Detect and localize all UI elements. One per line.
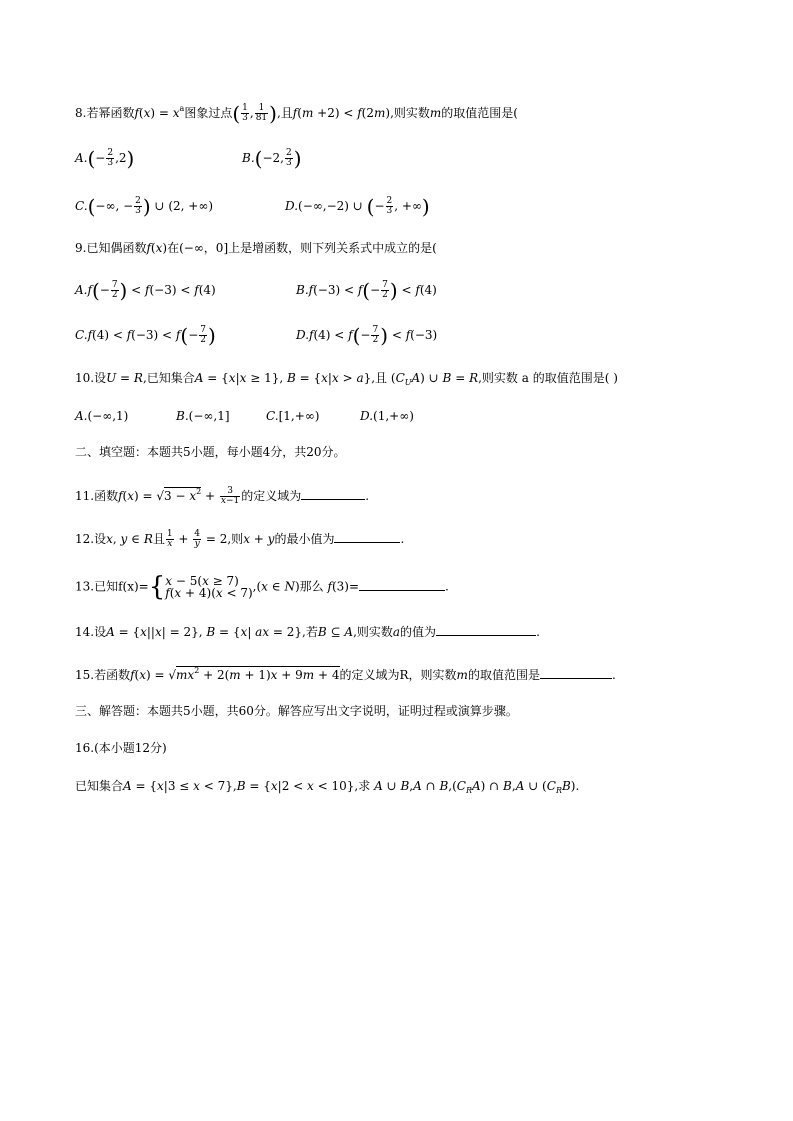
- punctuation: .: [400, 532, 405, 546]
- q12-stem-part: 且: [152, 532, 165, 546]
- q10-stem-part: 10.设: [75, 371, 107, 385]
- option-letter: D.: [285, 199, 299, 213]
- q12-stem-part: 12.设: [75, 532, 107, 546]
- q10-option-a: [75, 406, 128, 426]
- q10-option-c: [266, 406, 319, 426]
- question-16-title: 16.(本小题12分): [75, 741, 167, 755]
- option-letter: B.: [296, 283, 309, 297]
- section-2-heading: 二、填空题：本题共5小题，每小题4分，共20分。: [75, 445, 346, 459]
- option-letter: C.: [75, 199, 88, 213]
- question-8: 8.若幂函数$f(x) = x^a$图象过点( $\frac{1}{3}$ , $\frac{1}{81}$ ),且f(m +2) < f(2m),则实数m的取值范围是(: [75, 101, 518, 126]
- punctuation: .: [536, 625, 540, 639]
- q9-option-d: D.f(4) < f(− $\frac{7}{2}$ ) < f(−3): [296, 323, 438, 348]
- option-letter: D.: [360, 409, 374, 423]
- option-letter: D.: [296, 328, 310, 342]
- q10-stem-part: ,已知集合: [142, 371, 195, 385]
- q8-option-a: A.(− $\frac{2}{3}$ ,2): [75, 146, 135, 171]
- q14-stem-part: 14.设: [75, 625, 107, 639]
- q15-stem-part: 的定义域为R，则实数: [339, 668, 457, 682]
- q8-option-b: B.(−2, $\frac{2}{3}$ ): [242, 146, 302, 171]
- q16-stem-part: 已知集合: [75, 779, 124, 793]
- q8-stem-part: ,则实数: [390, 106, 430, 120]
- answer-blank[interactable]: [334, 530, 400, 543]
- q15-stem-part: 的取值范围是: [467, 668, 540, 682]
- q10-option-d: [360, 406, 414, 426]
- q8-stem-part: 的取值范围是(: [441, 106, 518, 120]
- question-16-body: 已知集合A = {x|3 ≤ x < 7},B = {x|2 < x < 10},求 A ∪ B,A ∩ $B,(C_RA)$ ∩ B,A ∪ $(C_RB)$.: [75, 779, 580, 795]
- q8-option-d: D.(−∞,−2) ∪ (− $\frac{2}{3}$ , +∞): [285, 194, 430, 219]
- option-letter: B.: [242, 151, 255, 165]
- q8-stem-part: 8.若幂函数: [75, 106, 135, 120]
- option-letter: C.: [266, 409, 279, 423]
- option-value: [1,+∞): [278, 409, 320, 423]
- q11-stem-part: 的定义域为: [241, 489, 302, 503]
- answer-blank[interactable]: [301, 487, 365, 500]
- q12-stem-part: ,则: [227, 532, 244, 546]
- option-letter: A.: [75, 409, 88, 423]
- q9-stem-part: 9.已知偶函数: [75, 241, 147, 255]
- q11-stem-part: 11.函数: [75, 489, 119, 503]
- question-14: 14.设A = {x||x| = 2}, B = {x| ax = 2},若B ⊆ A,则实数a的值为 .: [75, 625, 540, 639]
- option-letter: A.: [75, 283, 88, 297]
- answer-blank[interactable]: [540, 666, 612, 679]
- option-value: (1,+∞): [373, 409, 414, 423]
- question-11: 11.函数$f(x) = √3 - x^2$ + $\frac{3}{x-1}$ 的定义域为 .: [75, 486, 370, 506]
- option-value: (−∞,1): [87, 409, 129, 423]
- question-15: 15.若函数$f(x) = √mx^2 + 2(m + 1)x + 9m + 4$的定义域为R，则实数m的取值范围是 .: [75, 666, 616, 682]
- option-letter: A.: [75, 151, 88, 165]
- q14-stem-part: ,若: [302, 625, 318, 639]
- q8-stem-part: ,且: [276, 106, 293, 120]
- q9-stem-part: ]上是增函数，则下列关系式中成立的是(: [223, 241, 437, 255]
- punctuation: .: [365, 489, 370, 503]
- q8-option-c: C.(−∞, − $\frac{2}{3}$ ) ∪ (2, +∞): [75, 194, 214, 219]
- q14-stem-part: ,则实数: [353, 625, 393, 639]
- q13-stem-part: 13.已知: [75, 579, 119, 594]
- q9-option-b: B.f(−3) < f(− $\frac{7}{2}$ ) < f(4): [296, 278, 437, 303]
- section-3-heading: 三、解答题：本题共5小题，共60分。解答应写出文字说明，证明过程或演算步骤。: [75, 704, 518, 718]
- question-13: 13.已知f(x)={x − 5(x ≥ 7) f(x + 4)(x < 7),(x ∈ N)那么 f(3)= .: [75, 572, 449, 602]
- question-10: 10.设U = R,已知集合A = {x|x ≥ 1}, B = {x|x > a},且 $(C_UA)$ ∪ B = R,则实数 a 的取值范围是( ): [75, 371, 618, 387]
- question-12: 12.设x, y ∈ R且 $\frac{1}{x}$ + $\frac{4}{y}$ = 2,则x + y的最小值为 .: [75, 529, 405, 549]
- q12-stem-part: 的最小值为: [274, 532, 335, 546]
- q14-stem-part: 的值为: [400, 625, 437, 639]
- q9-option-c: C.f(4) < f(−3) < f(− $\frac{7}{2}$ ): [75, 323, 216, 348]
- q9-option-a: A.f(− $\frac{7}{2}$ ) < f(−3) < f(4): [75, 278, 216, 303]
- option-letter: C.: [75, 328, 88, 342]
- option-value: (−∞,1]: [188, 409, 230, 423]
- answer-blank[interactable]: [359, 578, 445, 591]
- q10-stem-part: ,且: [371, 371, 388, 385]
- q16-stem-part: ,求: [354, 779, 371, 793]
- answer-blank[interactable]: [436, 623, 536, 636]
- q15-stem-part: 15.若函数: [75, 668, 131, 682]
- q10-option-b: [176, 406, 230, 426]
- q8-stem-part: 图象过点: [184, 106, 233, 120]
- option-letter: B.: [176, 409, 189, 423]
- punctuation: .: [445, 579, 449, 594]
- q13-function-name: f(x)=: [118, 579, 149, 594]
- q9-stem-part: 在(: [167, 241, 184, 255]
- q10-stem-part: ,则实数 a 的取值范围是( ): [478, 371, 618, 385]
- question-9: 9.已知偶函数f(x)在(−∞，0]上是增函数，则下列关系式中成立的是(: [75, 241, 437, 255]
- q13-stem-part: 那么: [299, 579, 324, 594]
- punctuation: .: [611, 668, 616, 682]
